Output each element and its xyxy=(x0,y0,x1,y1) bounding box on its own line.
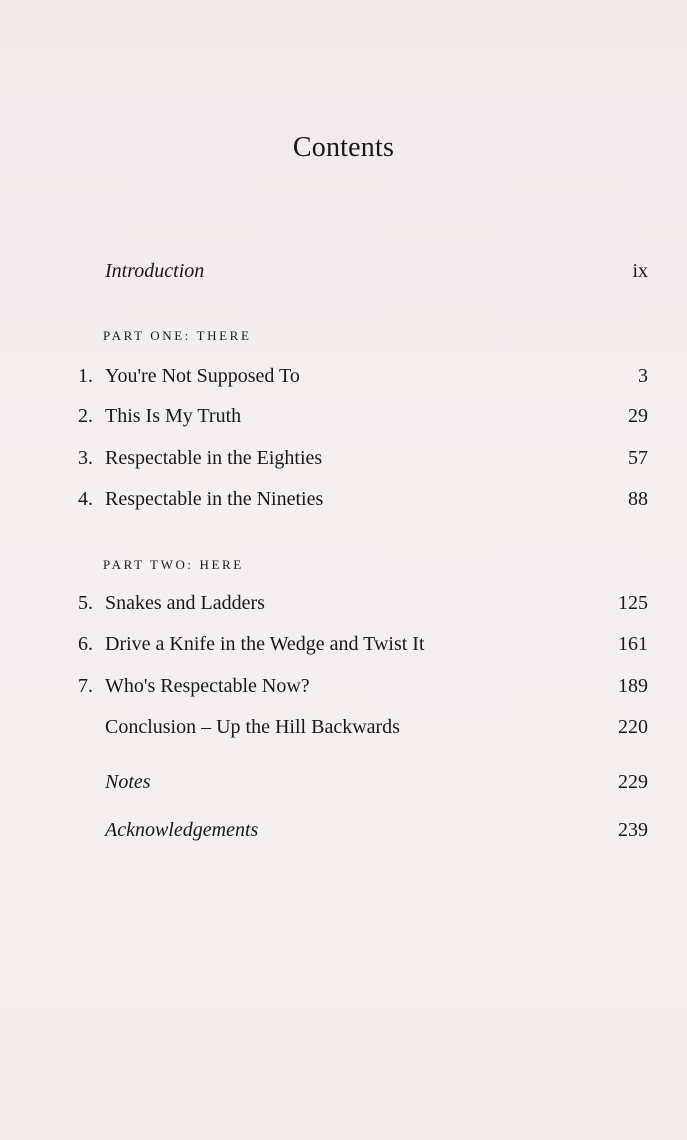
entry-number: 3. xyxy=(78,447,93,469)
toc-entry-introduction xyxy=(78,260,648,290)
toc-entry-chapter-2 xyxy=(78,405,648,435)
entry-page: 3 xyxy=(638,365,648,387)
entry-page: 189 xyxy=(618,675,648,697)
toc-entry-conclusion xyxy=(78,716,648,746)
toc-entry-notes xyxy=(78,771,648,801)
entry-title: Snakes and Ladders xyxy=(105,592,265,614)
entry-title: Drive a Knife in the Wedge and Twist It xyxy=(105,633,425,655)
entry-number: 4. xyxy=(78,488,93,510)
toc-entry-chapter-6 xyxy=(78,633,648,663)
entry-page: 161 xyxy=(618,633,648,655)
entry-page: 229 xyxy=(618,771,648,793)
toc-entry-chapter-3 xyxy=(78,447,648,477)
entry-page: 125 xyxy=(618,592,648,614)
entry-title: You're Not Supposed To xyxy=(105,365,300,387)
part-heading-one: PART ONE: THERE xyxy=(103,328,252,343)
entry-title: This Is My Truth xyxy=(105,405,242,427)
entry-title: Who's Respectable Now? xyxy=(105,675,310,697)
entry-page: 239 xyxy=(618,819,648,841)
entry-title: Respectable in the Nineties xyxy=(105,488,324,510)
entry-page: 88 xyxy=(628,488,648,510)
toc-entry-chapter-7 xyxy=(78,675,648,705)
entry-title: Notes xyxy=(105,771,151,793)
page-title: Contents xyxy=(292,132,395,163)
entry-number: 2. xyxy=(78,405,93,427)
entry-number: 7. xyxy=(78,675,93,697)
entry-title: Introduction xyxy=(105,260,205,282)
entry-page: 57 xyxy=(628,447,648,469)
toc-entry-chapter-5 xyxy=(78,592,648,622)
entry-number: 1. xyxy=(78,365,93,387)
entry-title: Acknowledgements xyxy=(105,819,259,841)
entry-title: Respectable in the Eighties xyxy=(105,447,323,469)
entry-number: 6. xyxy=(78,633,93,655)
entry-page: 220 xyxy=(618,716,648,738)
part-heading-two: PART TWO: HERE xyxy=(103,557,244,572)
entry-page: ix xyxy=(632,260,648,282)
toc-entry-chapter-1 xyxy=(78,365,648,395)
entry-number: 5. xyxy=(78,592,93,614)
entry-title: Conclusion – Up the Hill Backwards xyxy=(105,716,400,738)
toc-entry-acknowledgements xyxy=(78,819,648,849)
entry-page: 29 xyxy=(628,405,648,427)
toc-entry-chapter-4 xyxy=(78,488,648,518)
